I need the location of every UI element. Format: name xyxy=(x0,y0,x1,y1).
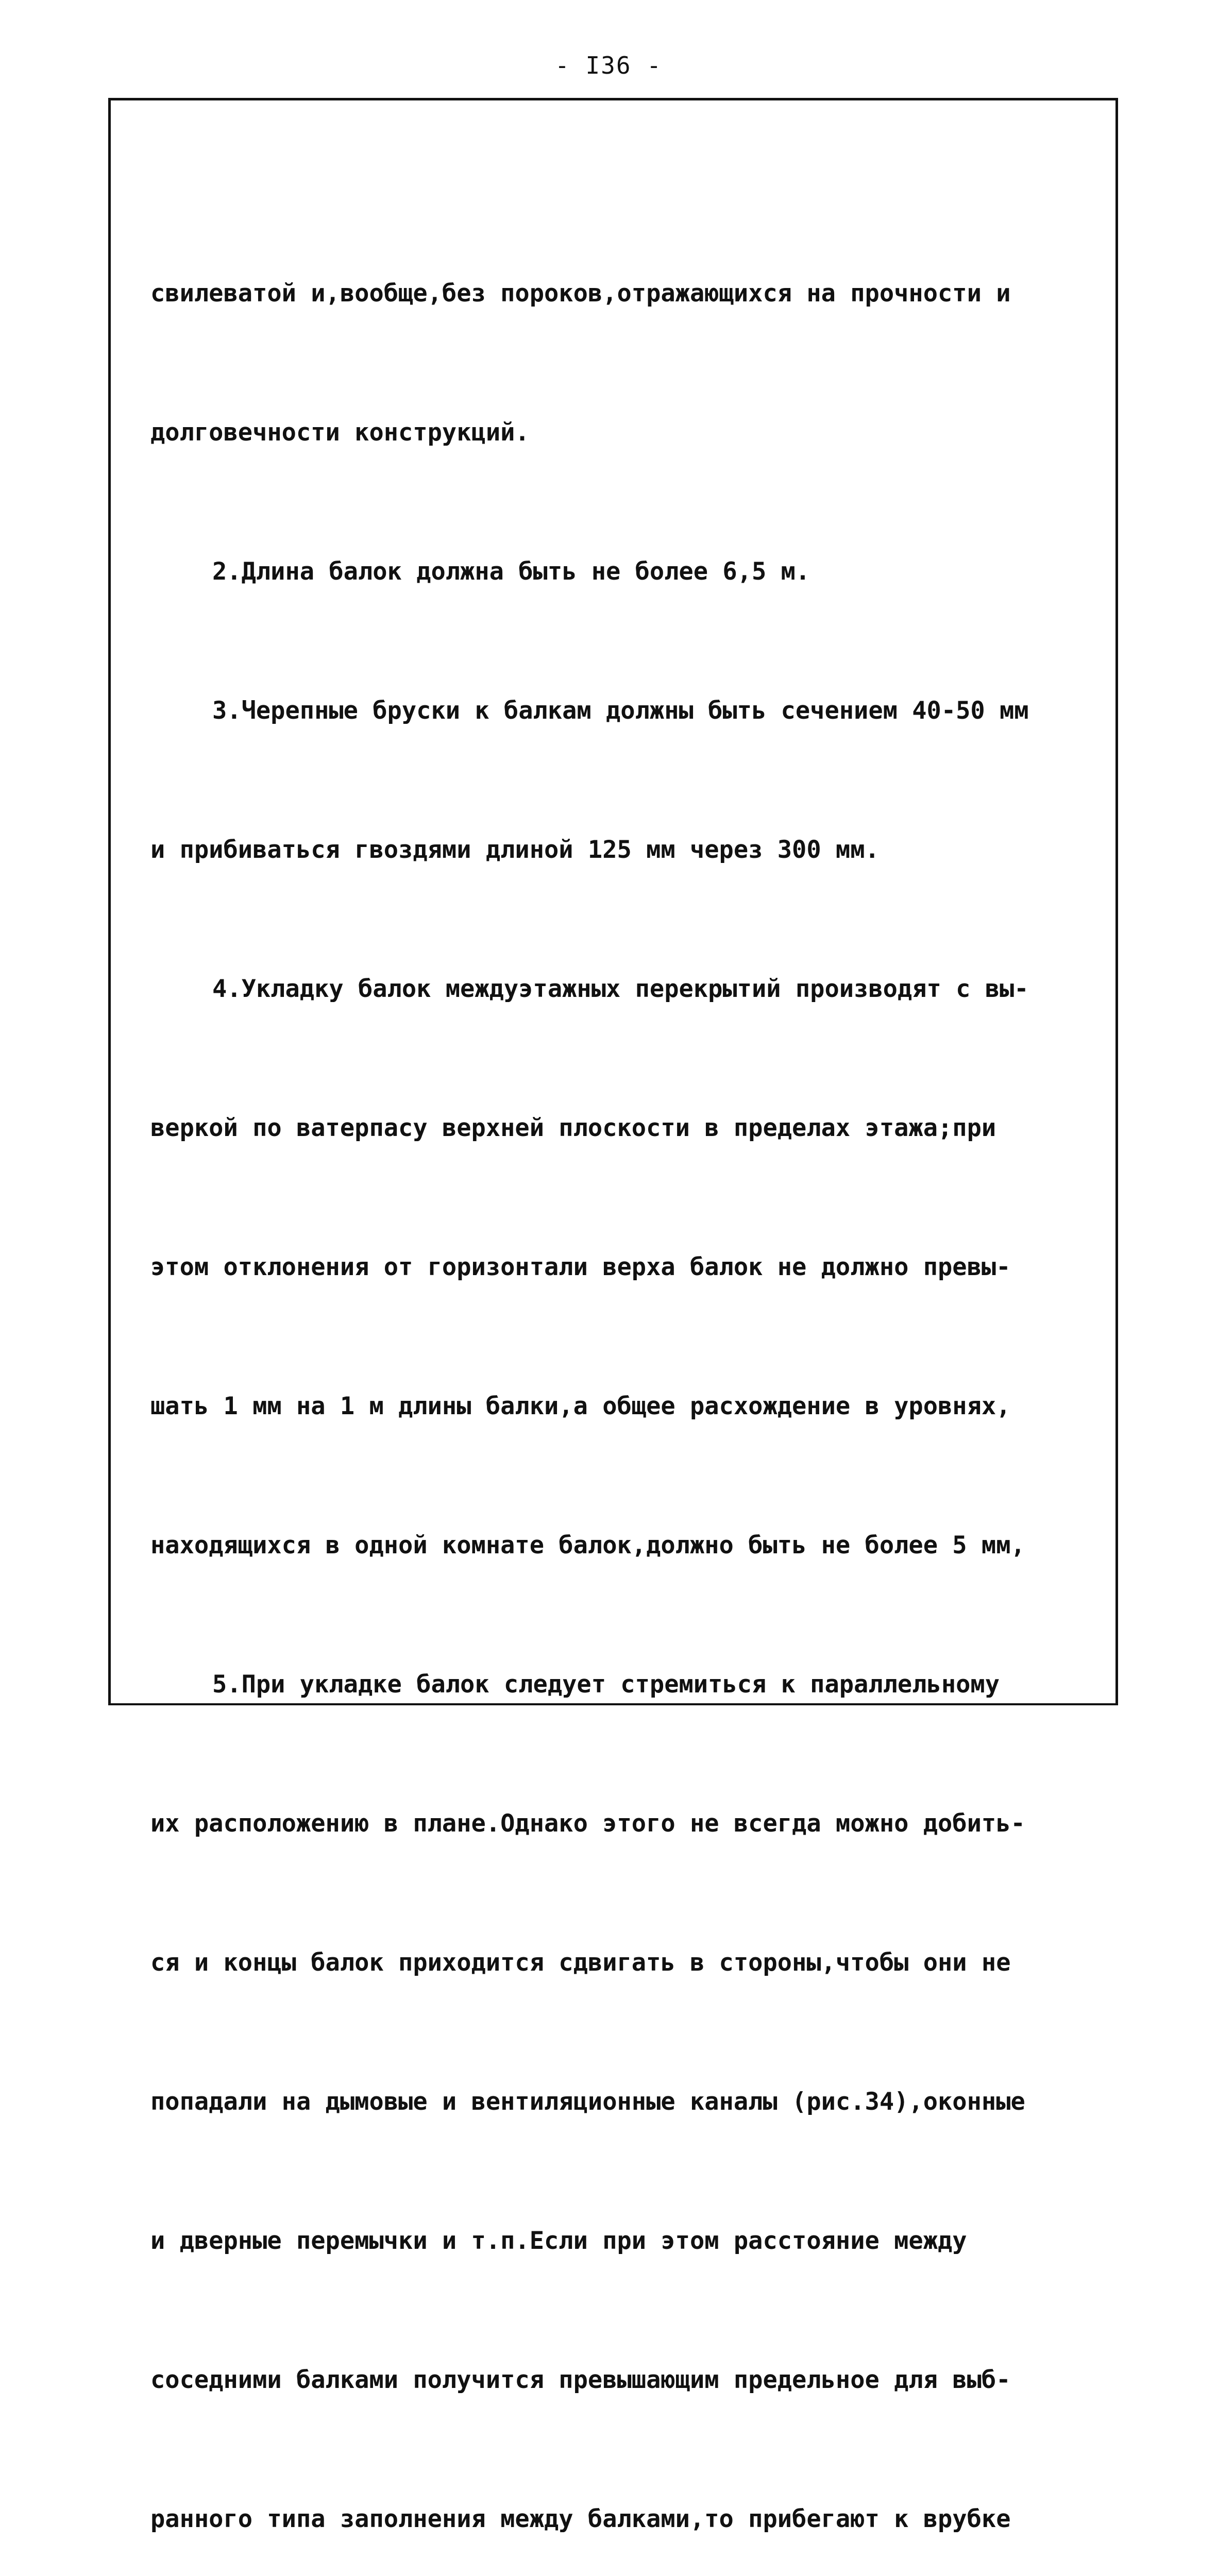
text-line: 3.Черепные бруски к балкам должны быть сечением 40-50 мм xyxy=(212,697,1029,725)
document-body xyxy=(150,178,1109,2576)
text-line: соседними балками получится превышающим предельное для выб- xyxy=(150,2366,1011,2394)
text-line: 4.Укладку балок междуэтажных перекрытий производят с вы- xyxy=(212,975,1029,1003)
text-line: находящихся в одной комнате балок,должно быть не более 5 мм, xyxy=(150,1531,1025,1560)
text-line: ранного типа заполнения между балками,то прибегают к врубке xyxy=(150,2505,1011,2533)
text-line: ся и концы балок приходится сдвигать в стороны,чтобы они не xyxy=(150,1948,1011,1977)
page-number: - I36 - xyxy=(555,52,662,79)
text-line: 5.При укладке балок следует стремиться к параллельному xyxy=(212,1670,1000,1699)
text-line: шать 1 мм на 1 м длины балки,а общее расхождение в уровнях, xyxy=(150,1392,1011,1420)
text-line: и прибиваться гвоздями длиной 125 мм через 300 мм. xyxy=(150,836,880,864)
text-line: веркой по ватерпасу верхней плоскости в пределах этажа;при xyxy=(150,1114,996,1142)
text-line: этом отклонения от горизонтали верха балок не должно превы- xyxy=(150,1253,1011,1281)
text-line: 2.Длина балок должна быть не более 6,5 м. xyxy=(212,557,810,586)
text-line: их расположению в плане.Однако этого не всегда можно добить- xyxy=(150,1809,1025,1838)
text-line: свилеватой и,вообще,без пороков,отражающихся на прочности и xyxy=(150,279,1011,308)
text-line: долговечности конструкций. xyxy=(150,418,530,447)
text-line: попадали на дымовые и вентиляционные каналы (рис.34),оконные xyxy=(150,2088,1025,2116)
text-line: и дверные перемычки и т.п.Если при этом расстояние между xyxy=(150,2227,967,2255)
